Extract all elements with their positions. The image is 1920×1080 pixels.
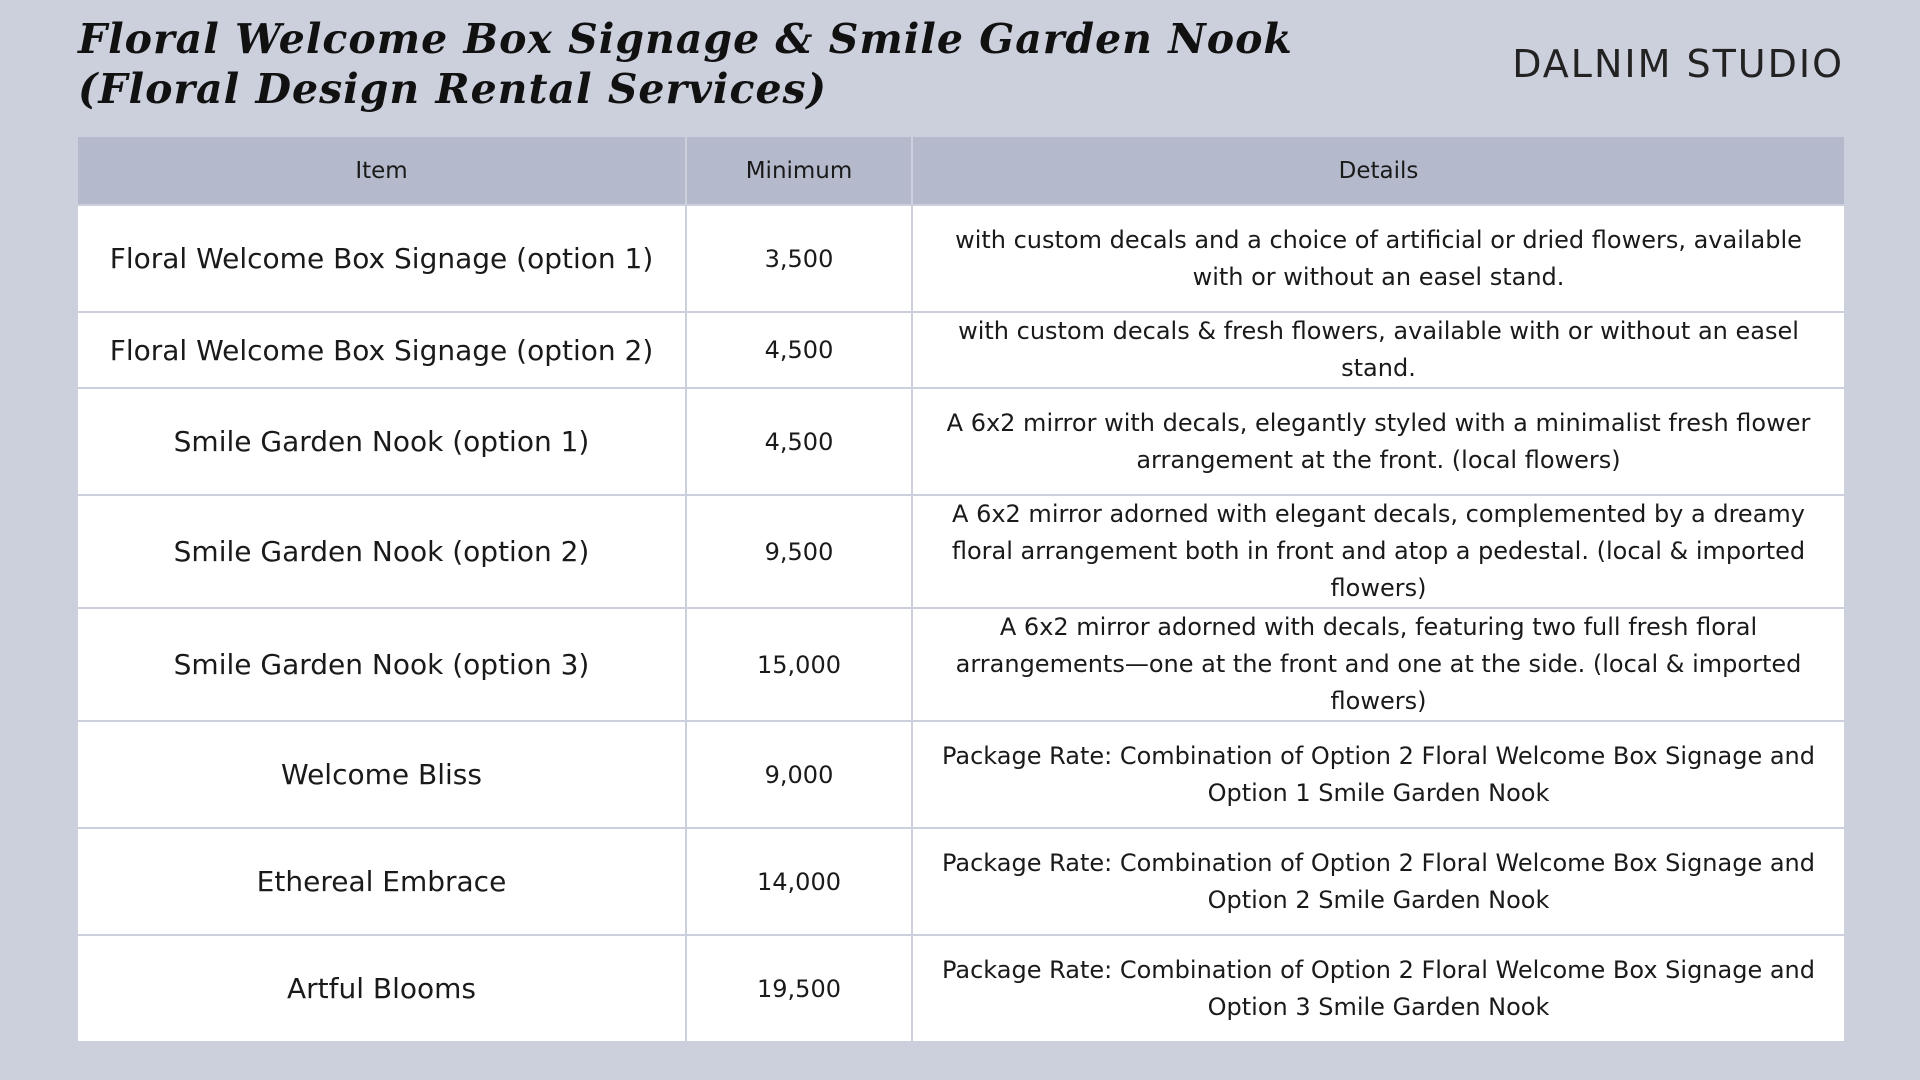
brand-logo-text: DALNIM STUDIO bbox=[1512, 42, 1844, 86]
details-cell: Package Rate: Combination of Option 2 Floral Welcome Box Signage and Option 2 Smile Garden Nook bbox=[912, 828, 1845, 935]
item-cell: Smile Garden Nook (option 1) bbox=[77, 388, 686, 495]
item-cell: Smile Garden Nook (option 2) bbox=[77, 495, 686, 608]
table-row bbox=[77, 935, 1845, 1042]
details-cell: with custom decals & fresh flowers, available with or without an easel stand. bbox=[912, 312, 1845, 388]
title-line-2: (Floral Design Rental Services) bbox=[78, 65, 828, 113]
details-cell: with custom decals and a choice of artificial or dried flowers, available with or without an easel stand. bbox=[912, 205, 1845, 312]
details-cell: A 6x2 mirror adorned with decals, featuring two full fresh floral arrangements—one at the front and one at the side. (local & imported flowers) bbox=[912, 608, 1845, 721]
item-cell: Welcome Bliss bbox=[77, 721, 686, 828]
table-row bbox=[77, 721, 1845, 828]
minimum-cell: 3,500 bbox=[686, 205, 912, 312]
table-row bbox=[77, 495, 1845, 608]
table-row bbox=[77, 828, 1845, 935]
page-title bbox=[78, 14, 1293, 114]
item-cell: Artful Blooms bbox=[77, 935, 686, 1042]
details-cell: Package Rate: Combination of Option 2 Floral Welcome Box Signage and Option 1 Smile Garden Nook bbox=[912, 721, 1845, 828]
table-row bbox=[77, 388, 1845, 495]
details-cell: Package Rate: Combination of Option 2 Floral Welcome Box Signage and Option 3 Smile Garden Nook bbox=[912, 935, 1845, 1042]
details-cell: A 6x2 mirror with decals, elegantly styled with a minimalist fresh flower arrangement at the front. (local flowers) bbox=[912, 388, 1845, 495]
minimum-cell: 4,500 bbox=[686, 388, 912, 495]
item-cell: Ethereal Embrace bbox=[77, 828, 686, 935]
table-row bbox=[77, 608, 1845, 721]
minimum-cell: 9,500 bbox=[686, 495, 912, 608]
item-cell: Smile Garden Nook (option 3) bbox=[77, 608, 686, 721]
table-row bbox=[77, 205, 1845, 312]
minimum-cell: 19,500 bbox=[686, 935, 912, 1042]
table-row bbox=[77, 312, 1845, 388]
table-header-row bbox=[77, 136, 1845, 205]
title-line-1: Floral Welcome Box Signage & Smile Garden Nook bbox=[78, 15, 1293, 63]
minimum-cell: 15,000 bbox=[686, 608, 912, 721]
minimum-cell: 14,000 bbox=[686, 828, 912, 935]
details-cell: A 6x2 mirror adorned with elegant decals, complemented by a dreamy floral arrangement both in front and atop a pedestal. (local & imported flowers) bbox=[912, 495, 1845, 608]
minimum-cell: 9,000 bbox=[686, 721, 912, 828]
minimum-cell: 4,500 bbox=[686, 312, 912, 388]
item-cell: Floral Welcome Box Signage (option 2) bbox=[77, 312, 686, 388]
column-header-item: Item bbox=[77, 136, 686, 205]
pricing-table bbox=[76, 135, 1846, 1043]
column-header-details: Details bbox=[912, 136, 1845, 205]
column-header-minimum: Minimum bbox=[686, 136, 912, 205]
item-cell: Floral Welcome Box Signage (option 1) bbox=[77, 205, 686, 312]
